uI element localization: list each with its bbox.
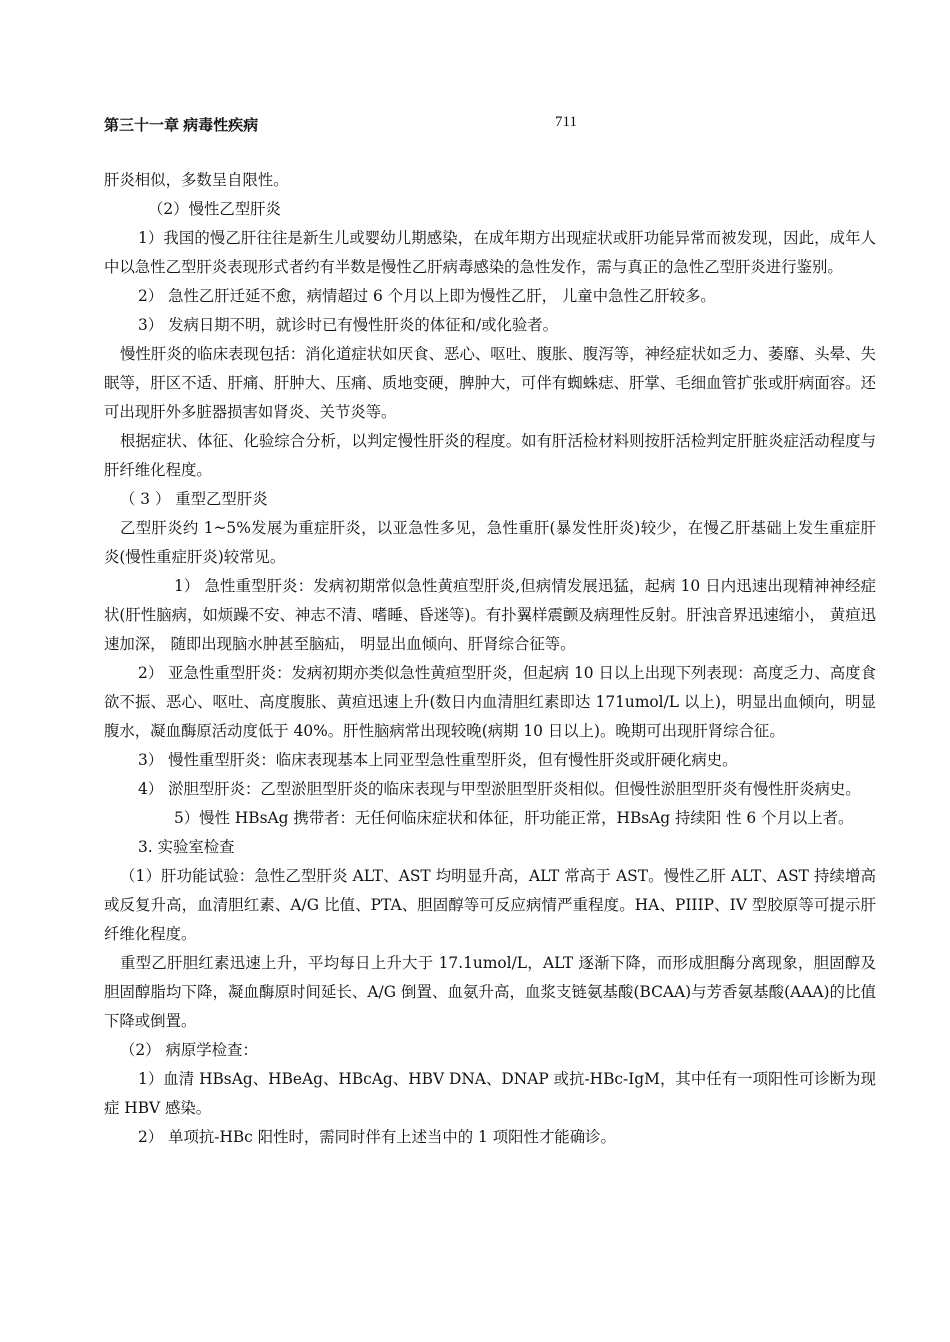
- paragraph: 2） 亚急性重型肝炎：发病初期亦类似急性黄疸型肝炎，但起病 10 日以上出现下列表现：高度乏力、高度食欲不振、恶心、呕吐、高度腹胀、黄疸迅速上升(数日内血清胆红素即达 171umol/L 以上)，明显出血倾向，明显腹水，凝血酶原活动度低于 40%。肝性脑病常出现较晚(病期 10 日以上)。晚期可出现肝肾综合征。: [104, 664, 876, 740]
- paragraph: 乙型肝炎约 1~5%发展为重症肝炎，以亚急性多见，急性重肝(暴发性肝炎)较少，在慢乙肝基础上发生重症肝炎(慢性重症肝炎)较常见。: [104, 519, 876, 566]
- paragraph: 3） 发病日期不明，就诊时已有慢性肝炎的体征和/或化验者。: [138, 316, 559, 334]
- paragraph: 1）我国的慢乙肝往往是新生儿或婴幼儿期感染，在成年期方出现症状或肝功能异常而被发现，因此，成年人中以急性乙型肝炎表现形式者约有半数是慢性乙肝病毒感染的急性发作，需与真正的急性乙型肝炎进行鉴别。: [104, 229, 876, 276]
- paragraph: 根据症状、体征、化验综合分析，以判定慢性肝炎的程度。如有肝活检材料则按肝活检判定肝脏炎症活动程度与肝纤维化程度。: [104, 432, 876, 479]
- paragraph: 肝炎相似，多数呈自限性。: [104, 171, 289, 189]
- paragraph: 2） 急性乙肝迁延不愈，病情超过 6 个月以上即为慢性乙肝， 儿童中急性乙肝较多。: [138, 287, 716, 305]
- paragraph: 慢性肝炎的临床表现包括：消化道症状如厌食、恶心、呕吐、腹胀、腹泻等，神经症状如乏力、萎靡、头晕、失眠等，肝区不适、肝痛、肝肿大、压痛、质地变硬，脾肿大，可伴有蜘蛛痣、肝掌、毛细血管扩张或肝病面容。还可出现肝外多脏器损害如肾炎、关节炎等。: [104, 345, 876, 421]
- paragraph: 3） 慢性重型肝炎：临床表现基本上同亚型急性重型肝炎，但有慢性肝炎或肝硬化病史。: [138, 751, 738, 769]
- paragraph: 1）血清 HBsAg、HBeAg、HBcAg、HBV DNA、DNAP 或抗-HBc-IgM，其中任有一项阳性可诊断为现症 HBV 感染。: [104, 1070, 876, 1117]
- section-heading: （ 3 ） 重型乙型肝炎: [120, 490, 268, 508]
- page-header: [104, 114, 846, 138]
- paragraph: 4） 淤胆型肝炎：乙型淤胆型肝炎的临床表现与甲型淤胆型肝炎相似。但慢性淤胆型肝炎有慢性肝炎病史。: [138, 780, 861, 798]
- section-heading: （2） 病原学检查：: [120, 1041, 258, 1059]
- paragraph: （1）肝功能试验：急性乙型肝炎 ALT、AST 均明显升高，ALT 常高于 AST。慢性乙肝 ALT、AST 持续增高或反复升高，血清胆红素、A/G 比值、PTA、胆固醇等可反应病情严重程度。HA、PIIIP、IV 型胶原等可提示肝纤维化程度。: [104, 867, 876, 943]
- page-body: [104, 166, 876, 1152]
- page-number: 711: [555, 114, 577, 130]
- chapter-title: 第三十一章 病毒性疾病: [104, 117, 259, 134]
- paragraph: 1） 急性重型肝炎：发病初期常似急性黄疸型肝炎,但病情发展迅猛，起病 10 日内迅速出现精神神经症状(肝性脑病，如烦躁不安、神志不清、嗜睡、昏迷等)。有扑翼样震颤及病理性反射。肝浊音界迅速缩小， 黄疸迅速加深， 随即出现脑水肿甚至脑疝， 明显出血倾向、肝肾综合征等。: [104, 577, 876, 653]
- section-heading: 3. 实验室检查: [138, 838, 235, 856]
- section-heading: （2）慢性乙型肝炎: [148, 200, 281, 218]
- paragraph: 重型乙肝胆红素迅速上升，平均每日上升大于 17.1umol/L，ALT 逐渐下降，而形成胆酶分离现象，胆固醇及胆固醇脂均下降，凝血酶原时间延长、A/G 倒置、血氨升高，血浆支链氨基酸(BCAA)与芳香氨基酸(AAA)的比值下降或倒置。: [104, 954, 876, 1030]
- paragraph: 2） 单项抗-HBc 阳性时，需同时伴有上述当中的 1 项阳性才能确诊。: [138, 1128, 616, 1146]
- paragraph: 5）慢性 HBsAg 携带者：无任何临床症状和体征，肝功能正常，HBsAg 持续阳 性 6 个月以上者。: [174, 809, 854, 827]
